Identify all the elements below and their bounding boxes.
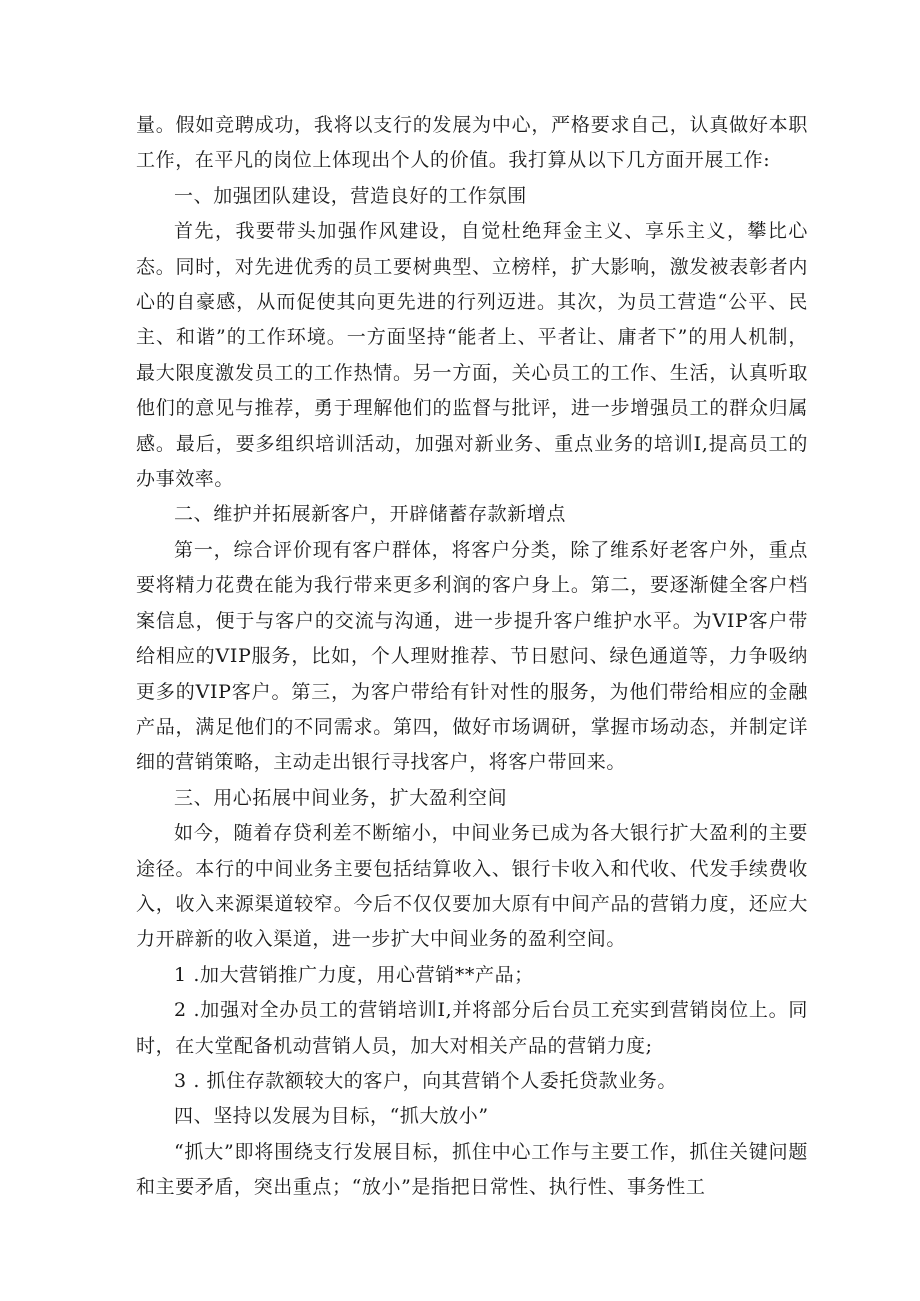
section-paragraph-1: 首先，我要带头加强作风建设，自觉杜绝拜金主义、享乐主义，攀比心态。同时，对先进优秀的员工要树典型、立榜样，扩大影响，激发被表彰者内心的自豪感，从而促使其向更先进的行列迈进。其次，为员工营造“公平、民主、和谐”的工作环境。一方面坚持“能者上、平者让、庸者下”的用人机制，最大限度激发员工的工作热情。另一方面，关心员工的工作、生活，认真听取他们的意见与推荐，勇于理解他们的监督与批评，进一步增强员工的群众归属感。最后，要多组织培训活动，加强对新业务、重点业务的培训I,提高员工的办事效率。 [136, 220, 808, 491]
section-heading-3: 三、用心拓展中间业务，扩大盈利空间 [174, 786, 508, 809]
section-paragraph-4: “抓大”即将围绕支行发展目标，抓住中心工作与主要工作，抓住关键问题和主要矛盾，突出重点；“放小”是指把日常性、执行性、事务性工 [136, 1140, 808, 1199]
list-item: 1 .加大营销推广力度，用心营销**产品； [174, 963, 534, 986]
intro-paragraph: 量。假如竞聘成功，我将以支行的发展为中心，严格要求自己，认真做好本职工作，在平凡的岗位上体现出个人的价值。我打算从以下几方面开展工作: [136, 114, 808, 172]
section-heading-2: 二、维护并拓展新客户，开辟储蓄存款新增点 [174, 503, 567, 526]
section-paragraph-3: 如今，随着存贷利差不断缩小，中间业务已成为各大银行扩大盈利的主要途径。本行的中间业务主要包括结算收入、银行卡收入和代收、代发手续费收入，收入来源渠道较窄。今后不仅仅要加大原有中间产品的营销力度，还应大力开辟新的收入渠道，进一步扩大中间业务的盈利空间。 [136, 822, 808, 951]
list-item: 3 . 抓住存款额较大的客户，向其营销个人委托贷款业务。 [174, 1069, 678, 1092]
document-body [136, 108, 808, 1206]
section-paragraph-2: 第一，综合评价现有客户群体，将客户分类，除了维系好老客户外，重点要将精力花费在能为我行带来更多利润的客户身上。第二，要逐渐健全客户档案信息，便于与客户的交流与沟通，进一步提升客户维护水平。为VIP客户带给相应的VIP服务，比如，个人理财推荐、节日慰问、绿色通道等，力争吸纳更多的VIP客户。第三，为客户带给有针对性的服务，为他们带给相应的金融产品，满足他们的不同需求。第四，做好市场调研，掌握市场动态，并制定详细的营销策略，主动走出银行寻找客户，将客户带回来。 [136, 538, 808, 774]
section-heading-1: 一、加强团队建设，营造良好的工作氛围 [174, 184, 527, 207]
section-heading-4: 四、坚持以发展为目标，“抓大放小” [174, 1105, 489, 1128]
list-item: 2 .加强对全办员工的营销培训I,并将部分后台员工充实到营销岗位上。同时，在大堂配备机动营销人员，加大对相关产品的营销力度; [136, 999, 808, 1057]
